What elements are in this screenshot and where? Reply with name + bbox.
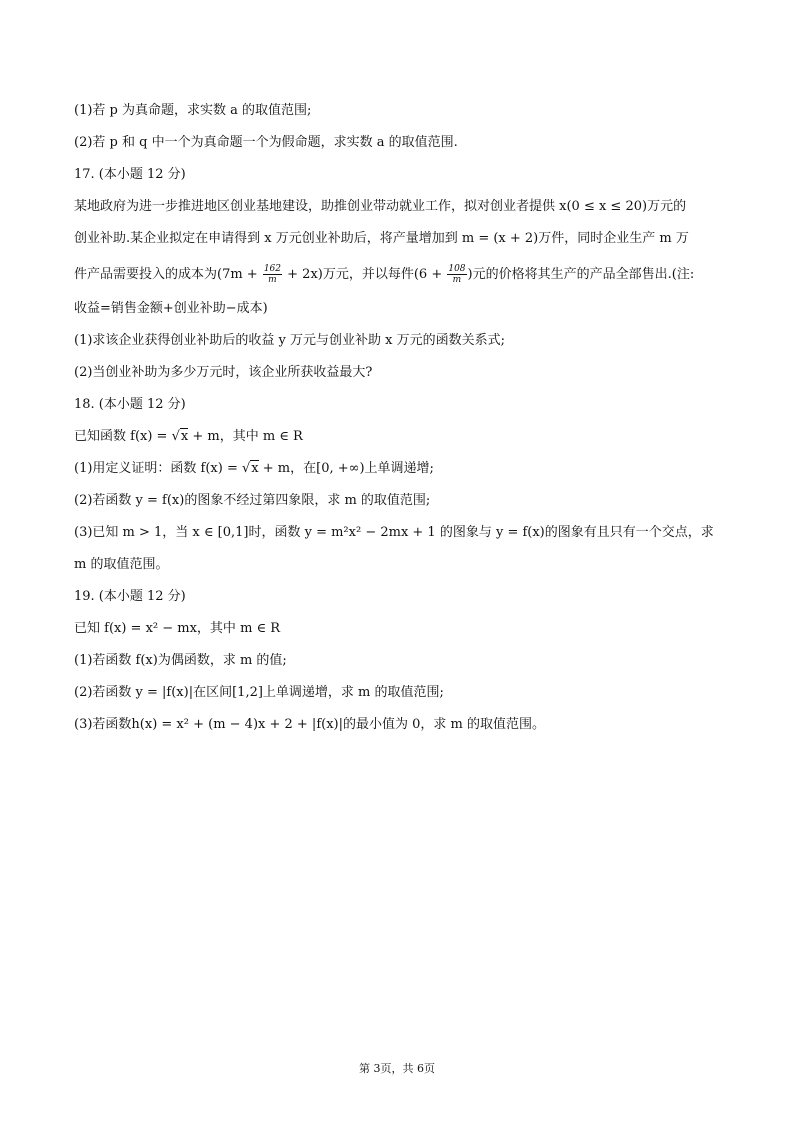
- q17-stem-line3-text-a: 件产品需要投入的成本为(7m +: [74, 267, 262, 282]
- q17-stem-line3-text-c: )元的价格将其生产的产品全部售出.(注:: [467, 267, 695, 282]
- q19-part1: (1)若函数 f(x)为偶函数，求 m 的值;: [74, 653, 287, 668]
- sqrt-radicand: x: [251, 461, 259, 476]
- q18-part1-text-a: (1)用定义证明：函数 f(x) =: [74, 461, 242, 476]
- q17-stem-line4: 收益=销售金额+创业补助−成本): [74, 301, 268, 316]
- q16-part1: (1)若 p 为真命题，求实数 a 的取值范围;: [74, 103, 312, 118]
- q18-part2: (2)若函数 y = f(x)的图象不经过第四象限，求 m 的取值范围;: [74, 493, 431, 508]
- q18-part1: [74, 456, 724, 482]
- q19-part2: (2)若函数 y = |f(x)|在区间[1,2]上单调递增，求 m 的取值范围;: [74, 685, 444, 700]
- q18-part3-line1: (3)已知 m > 1，当 x ∈ [0,1]时，函数 y = m²x² − 2mx + 1 的图象与 y = f(x)的图象有且只有一个交点，求: [74, 525, 714, 540]
- q17-stem-line2: 创业补助.某企业拟定在申请得到 x 万元创业补助后，将产量增加到 m = (x + 2)万件，同时企业生产 m 万: [74, 231, 689, 246]
- sqrt-symbol: √: [242, 461, 251, 476]
- q17-stem-line3: [74, 262, 724, 288]
- q17-part2: (2)当创业补助为多少万元时，该企业所获收益最大?: [74, 365, 373, 380]
- page-footer: 第 3页，共 6页: [359, 1062, 435, 1075]
- sqrt-radicand: x: [180, 429, 189, 444]
- q18-part3-line2: m 的取值范围。: [74, 557, 169, 572]
- q19-part3: (3)若函数h(x) = x² + (m − 4)x + 2 + |f(x)|的最小值为 0，求 m 的取值范围。: [74, 717, 545, 732]
- q18-header: 18. (本小题 12 分): [74, 397, 186, 412]
- q19-header: 19. (本小题 12 分): [74, 589, 186, 604]
- q17-part1: (1)求该企业获得创业补助后的收益 y 万元与创业补助 x 万元的函数关系式;: [74, 333, 505, 348]
- fraction-108-over-m: $\frac{108}{m}$: [448, 264, 466, 285]
- q17-stem-line3-text-b: + 2x)万元，并以每件(6 +: [283, 267, 447, 282]
- q18-stem: [74, 424, 724, 450]
- fraction-162-over-m: $\frac{162}{m}$: [263, 264, 282, 285]
- q17-stem-line1: 某地政府为进一步推进地区创业基地建设，助推创业带动就业工作，拟对创业者提供 x(0 ≤ x ≤ 20)万元的: [74, 199, 687, 214]
- q19-stem: 已知 f(x) = x² − mx，其中 m ∈ R: [74, 621, 281, 636]
- q18-part1-text-b: + m，在[0, +∞)上单调递增;: [258, 461, 434, 476]
- q17-header: 17. (本小题 12 分): [74, 167, 186, 182]
- sqrt-symbol: √: [171, 429, 180, 444]
- q18-stem-text-b: + m，其中 m ∈ R: [188, 429, 303, 444]
- q16-part2: (2)若 p 和 q 中一个为真命题一个为假命题，求实数 a 的取值范围.: [74, 135, 458, 150]
- q18-stem-text-a: 已知函数 f(x) =: [74, 429, 172, 444]
